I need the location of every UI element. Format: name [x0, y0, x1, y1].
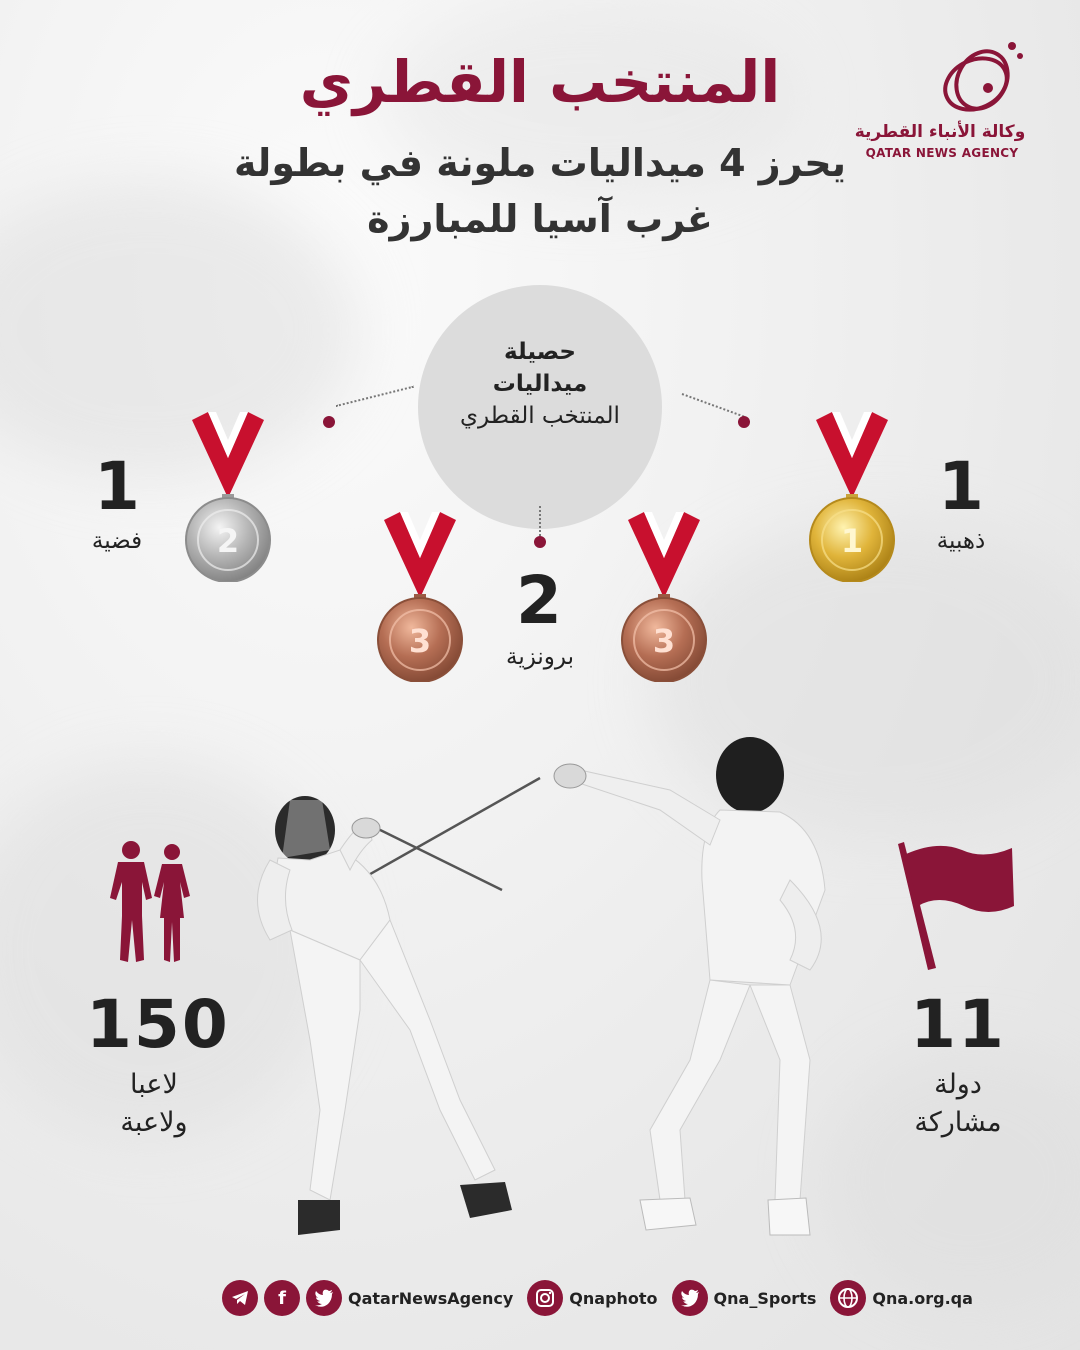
countries-label-line-1: دولة [934, 1069, 982, 1100]
bronze-medal-digit: 3 [652, 622, 676, 660]
bronze-count: 2 [516, 562, 562, 639]
instagram-icon[interactable] [527, 1280, 563, 1316]
flag-icon [892, 840, 1018, 970]
handle-sports-text[interactable]: Qna_Sports [713, 1288, 817, 1308]
logo-english-name: QATAR NEWS AGENCY [865, 146, 1019, 160]
facebook-icon[interactable]: f [264, 1280, 300, 1316]
page-title: المنتخب القطري [299, 48, 781, 116]
gold-medal-icon [806, 410, 898, 582]
gold-count: 1 [938, 448, 984, 525]
bronze-medal-icon [374, 510, 466, 682]
footer-photo-handle[interactable] [527, 1280, 657, 1316]
twitter-icon[interactable] [306, 1280, 342, 1316]
countries-label-line-2: مشاركة [914, 1107, 1002, 1138]
silver-medal-icon [182, 410, 274, 582]
summary-line-2: ميداليات [492, 371, 588, 397]
gold-label: ذهبية [936, 528, 986, 554]
athletes-label [86, 1066, 222, 1142]
handle-main-text[interactable]: QatarNewsAgency [348, 1288, 514, 1308]
summary-line-1: حصيلة [504, 339, 576, 365]
footer-sports-handle[interactable] [672, 1280, 817, 1316]
gold-medal-digit: 1 [840, 522, 864, 560]
athletes-icon [104, 838, 198, 968]
summary-line-3: المنتخب القطري [460, 403, 620, 429]
connector-line-bottom [539, 506, 541, 536]
telegram-icon[interactable] [222, 1280, 258, 1316]
connector-dot-bottom [534, 536, 546, 548]
connector-dot-right [738, 416, 750, 428]
bronze-medal-digit: 3 [408, 622, 432, 660]
logo-arabic-name: وكالة الأنباء القطرية [854, 122, 1026, 142]
connector-line-left [336, 386, 414, 407]
countries-label [890, 1066, 1026, 1142]
silver-label: فضية [91, 528, 143, 554]
countries-count: 11 [910, 986, 1006, 1063]
footer-social-bar [222, 1278, 973, 1318]
page-subtitle [180, 135, 900, 247]
connector-line-right [682, 393, 745, 417]
silver-count: 1 [94, 448, 140, 525]
twitter-icon[interactable] [672, 1280, 708, 1316]
globe-icon[interactable] [830, 1280, 866, 1316]
bronze-medal-icon [618, 510, 710, 682]
connector-dot-left [323, 416, 335, 428]
website-text[interactable]: Qna.org.qa [872, 1288, 973, 1308]
athletes-label-line-1: لاعبا [130, 1069, 178, 1100]
medals-summary-text [418, 336, 662, 432]
athletes-count: 150 [86, 986, 230, 1063]
footer-website[interactable] [830, 1280, 973, 1316]
handle-photo-text[interactable]: Qnaphoto [569, 1288, 658, 1308]
subtitle-line-1: يحرز 4 ميداليات ملونة في بطولة [234, 141, 846, 185]
athletes-label-line-2: ولاعبة [120, 1107, 188, 1138]
fencers-illustration [250, 730, 840, 1250]
silver-medal-digit: 2 [216, 522, 240, 560]
footer-main-handle[interactable] [222, 1280, 513, 1316]
bronze-label: برونزية [505, 644, 575, 670]
subtitle-line-2: غرب آسيا للمبارزة [367, 197, 713, 241]
